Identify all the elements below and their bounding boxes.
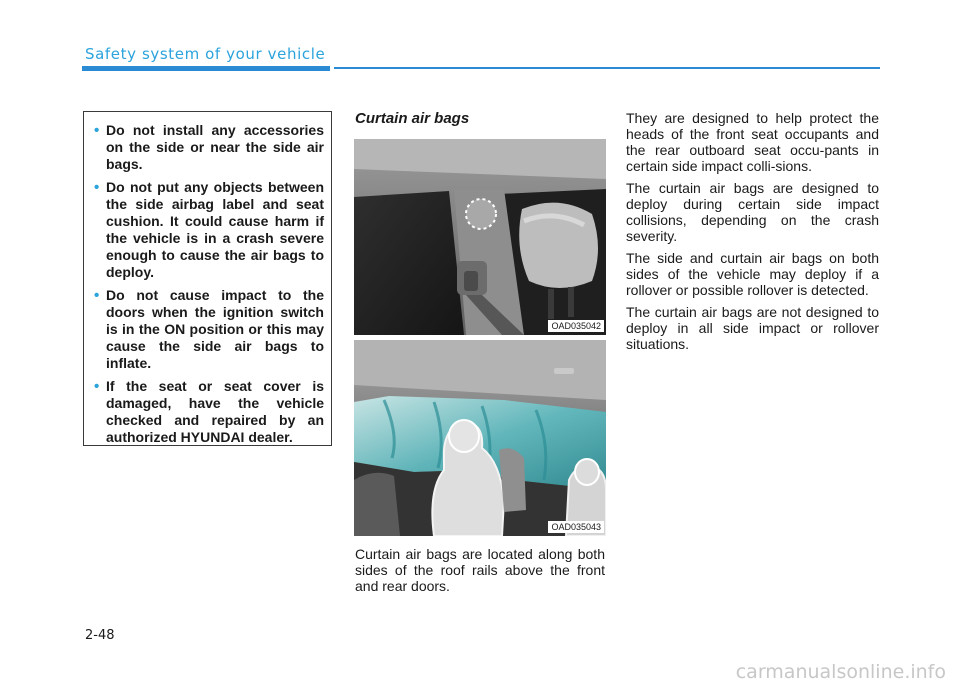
warning-item-text: Do not cause impact to the doors when the ignition switch is in the ON position or this may cause the side air bags to inflate.	[106, 287, 324, 371]
page-number: 2-48	[85, 628, 115, 643]
body-paragraph: They are designed to help protect the heads of the front seat occupants and the rear outboard seat occu-pants in certain side impact colli-sions.	[626, 110, 879, 174]
header-rule-thin	[334, 67, 880, 69]
section-header-title: Safety system of your vehicle	[85, 45, 326, 63]
bullet-icon: •	[94, 378, 100, 395]
warning-list	[96, 122, 324, 446]
body-text-column	[626, 110, 879, 358]
bullet-icon: •	[94, 287, 100, 304]
bullet-icon: •	[94, 179, 100, 196]
warning-item-text: Do not install any accessories on the side or near the side air bags.	[106, 122, 324, 172]
figure-label: OAD035042	[548, 320, 604, 332]
curtain-airbag-deployed-illustration	[354, 340, 606, 536]
figure-caption: Curtain air bags are located along both sides of the roof rails above the front and rear doors.	[355, 546, 605, 594]
header-rule-thick	[82, 66, 330, 71]
warning-item-text: If the seat or seat cover is damaged, have the vehicle checked and repaired by an authorized HYUNDAI dealer.	[106, 378, 324, 445]
bullet-icon: •	[94, 122, 100, 139]
body-paragraph: The side and curtain air bags on both sides of the vehicle may deploy if a rollover or possible rollover is detected.	[626, 250, 879, 298]
side-airbag-location-illustration	[354, 139, 606, 335]
warning-box	[83, 111, 332, 446]
warning-item	[96, 378, 324, 446]
warning-item-text: Do not put any objects between the side airbag label and seat cushion. It could cause harm if the vehicle is in a crash severe enough to cause the air bags to deploy.	[106, 179, 324, 280]
watermark: carmanualsonline.info	[735, 661, 946, 683]
body-paragraph: The curtain air bags are designed to deploy during certain side impact collisions, depending on the crash severity.	[626, 180, 879, 244]
warning-item	[96, 122, 324, 173]
body-paragraph: The curtain air bags are not designed to deploy in all side impact or rollover situations.	[626, 304, 879, 352]
warning-item	[96, 287, 324, 372]
section-heading: Curtain air bags	[355, 110, 470, 127]
warning-item	[96, 179, 324, 281]
figure-label: OAD035043	[548, 521, 604, 533]
